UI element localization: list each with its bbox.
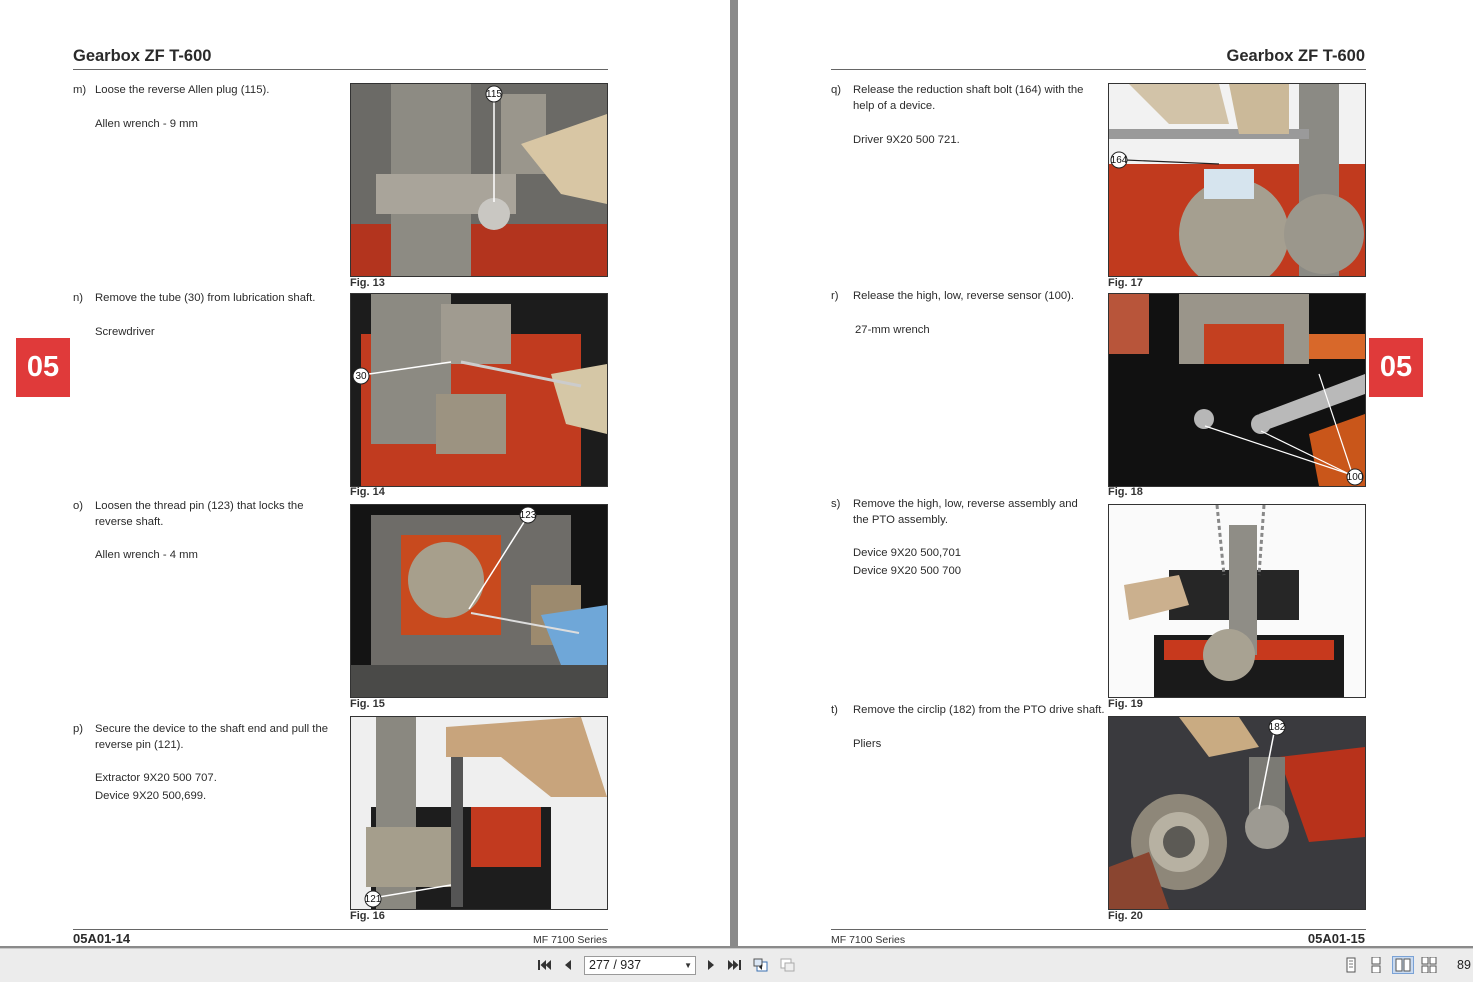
fig-caption: Fig. 14: [350, 486, 385, 498]
tool-line: Device 9X20 500,699.: [95, 789, 207, 802]
tool-line: Allen wrench - 4 mm: [95, 549, 198, 561]
header-rule: [73, 69, 608, 70]
step-text: Remove the tube (30) from lubrication shaft.: [95, 292, 316, 304]
footer-page-code: 05A01-15: [1307, 931, 1365, 946]
tool-line: Extractor 9X20 500 707.: [95, 772, 217, 784]
step-r-tools: [855, 322, 930, 340]
tool-line: Device 9X20 500,701: [853, 547, 962, 559]
step-text: Loosen the thread pin (123) that locks the reverse shaft.: [95, 500, 304, 528]
go-forward-view-icon[interactable]: [779, 957, 795, 973]
footer-rule: [831, 929, 1366, 930]
tool-line: Driver 9X20 500 721.: [853, 134, 960, 146]
page-number-field[interactable]: [584, 956, 696, 975]
fig-19-photo: [1108, 504, 1366, 698]
callout-label: 115: [486, 89, 502, 100]
step-letter: m): [73, 84, 87, 96]
page-header: Gearbox ZF T-600: [73, 47, 212, 65]
fig-13-photo: [350, 83, 608, 277]
step-o-tools: [95, 547, 198, 565]
step-text: Release the high, low, reverse sensor (100).: [853, 290, 1075, 302]
callout-label: 30: [355, 371, 367, 382]
fig-14-photo: [350, 293, 608, 487]
tool-line: 27-mm wrench: [855, 324, 930, 336]
step-letter: n): [73, 292, 84, 304]
tool-line: Pliers: [853, 738, 882, 750]
step-m-tools: [95, 116, 198, 134]
callout-label: 182: [1268, 722, 1286, 733]
tool-line: Device 9X20 500 700: [853, 564, 962, 577]
next-page-icon[interactable]: [703, 957, 719, 973]
step-q-tools: [853, 132, 960, 150]
header-rule: [831, 69, 1366, 70]
callout-label: 121: [364, 894, 382, 905]
step-letter: r): [831, 290, 839, 302]
step-n-tools: [95, 324, 155, 342]
left-page: [0, 0, 730, 946]
fig-15-photo: [350, 504, 608, 698]
fig-caption: Fig. 17: [1108, 277, 1143, 289]
fig-caption: Fig. 19: [1108, 698, 1143, 710]
facing-view-icon[interactable]: [1392, 956, 1414, 974]
step-text: Release the reduction shaft bolt (164) with the help of a device.: [853, 84, 1084, 112]
chapter-tab: 05: [1369, 338, 1423, 397]
go-back-view-icon[interactable]: [753, 957, 769, 973]
fig-16-photo: [350, 716, 608, 910]
chevron-down-icon[interactable]: ▼: [684, 961, 692, 970]
page-indicator: 277 / 937: [589, 958, 642, 972]
step-letter: p): [73, 723, 84, 735]
fig-caption: Fig. 13: [350, 277, 385, 289]
prev-page-icon[interactable]: [560, 957, 576, 973]
first-page-icon[interactable]: [536, 957, 552, 973]
footer-series: MF 7100 Series: [533, 934, 608, 946]
fig-18-photo: [1108, 293, 1366, 487]
tool-line: Screwdriver: [95, 326, 155, 338]
step-s-tools: [853, 545, 961, 580]
chapter-tab: 05: [16, 338, 70, 397]
step-text: Secure the device to the shaft end and pull the reverse pin (121).: [95, 723, 329, 751]
page-header: Gearbox ZF T-600: [1226, 47, 1365, 65]
step-text: Remove the circlip (182) from the PTO drive shaft.: [853, 704, 1105, 716]
continuous-facing-view-icon[interactable]: [1421, 957, 1437, 973]
step-letter: t): [831, 704, 838, 716]
tool-line: Allen wrench - 9 mm: [95, 118, 198, 130]
footer-page-code: 05A01-14: [73, 931, 131, 946]
step-text: Loose the reverse Allen plug (115).: [95, 84, 270, 96]
step-letter: q): [831, 84, 842, 96]
fig-17-photo: [1108, 83, 1366, 277]
step-t-tools: [853, 736, 881, 754]
continuous-view-icon[interactable]: [1368, 957, 1384, 973]
fig-caption: Fig. 20: [1108, 910, 1143, 922]
single-page-view-icon[interactable]: [1343, 957, 1359, 973]
callout-label: 100: [1346, 472, 1364, 483]
step-p-tools: [95, 770, 217, 805]
last-page-icon[interactable]: [727, 957, 743, 973]
step-letter: o): [73, 500, 84, 512]
footer-series: MF 7100 Series: [831, 934, 906, 946]
step-letter: s): [831, 498, 841, 510]
step-text: Remove the high, low, reverse assembly and the PTO assembly.: [853, 498, 1078, 526]
zoom-level[interactable]: 89: [1457, 958, 1471, 972]
right-page: [738, 0, 1473, 946]
fig-caption: Fig. 16: [350, 910, 385, 922]
callout-label: 164: [1110, 155, 1128, 166]
fig-caption: Fig. 15: [350, 698, 385, 710]
callout-label: 123: [519, 510, 537, 521]
fig-caption: Fig. 18: [1108, 486, 1143, 498]
fig-20-photo: [1108, 716, 1366, 910]
footer-rule: [73, 929, 608, 930]
